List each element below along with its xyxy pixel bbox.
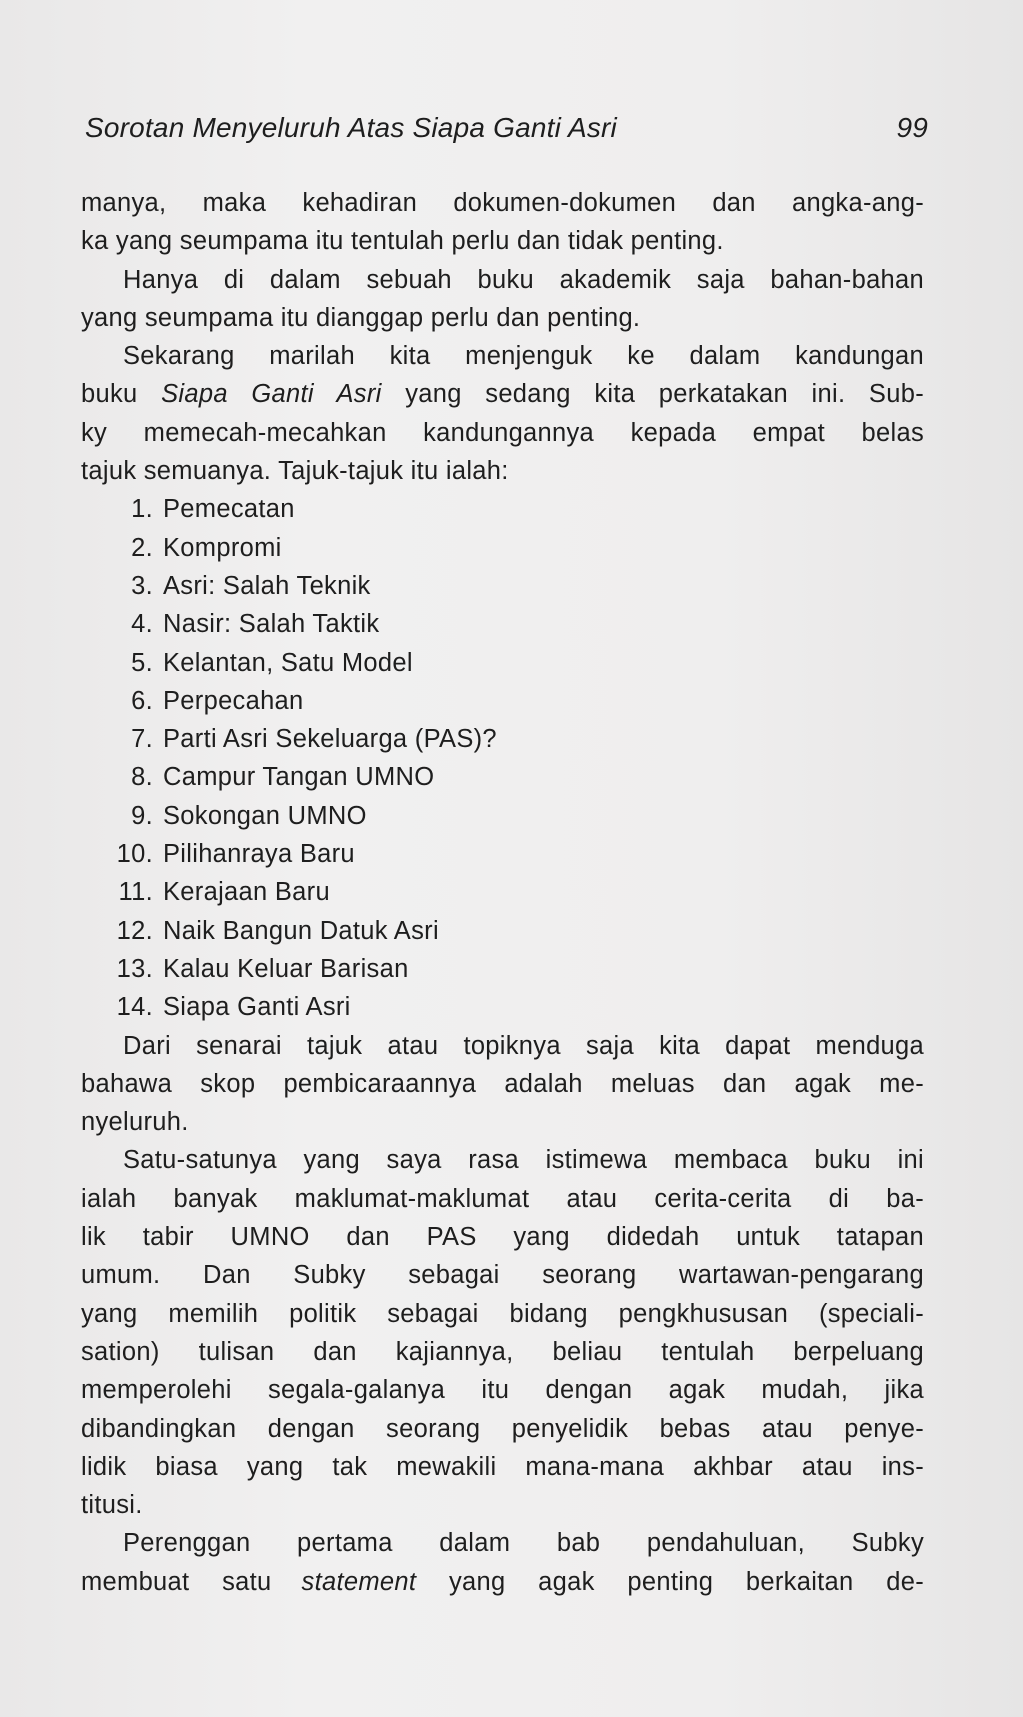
text-fragment: membuat satu [81, 1567, 272, 1596]
list-text: Kalau Keluar Barisan [163, 954, 409, 983]
list-number: 8. [131, 763, 153, 792]
list-number: 2. [131, 533, 153, 562]
text-line [81, 375, 924, 413]
paragraph-start: Sekarang marilah kita menjenguk ke dalam kandungan [123, 342, 924, 371]
text-line: ka yang seumpama itu tentulah perlu dan tidak penting. [81, 227, 724, 256]
text-line [81, 1563, 924, 1601]
text-line: memperolehi segala-galanya itu dengan agak mudah, jika [81, 1376, 924, 1405]
list-item [81, 873, 924, 911]
list-item [81, 758, 924, 796]
text-line: umum. Dan Subky sebagai seorang wartawan-pengarang [81, 1261, 924, 1290]
text-line: yang seumpama itu dianggap perlu dan penting. [81, 303, 641, 332]
paragraph-start: Dari senarai tajuk atau topiknya saja kita dapat menduga [123, 1031, 924, 1060]
paragraph-start: Hanya di dalam sebuah buku akademik saja bahan-bahan [123, 265, 924, 294]
list-item [81, 644, 924, 682]
text-fragment: buku [81, 380, 162, 409]
list-number: 1. [131, 495, 153, 524]
list-number: 9. [131, 801, 153, 830]
list-number: 14. [116, 993, 153, 1022]
book-title: Siapa Ganti Asri [161, 380, 382, 409]
text-line: bahawa skop pembicaraannya adalah meluas dan agak me- [81, 1069, 924, 1098]
list-item [81, 988, 924, 1026]
text-line: dibandingkan dengan seorang penyelidik bebas atau penye- [81, 1414, 924, 1443]
text-line: yang memilih politik sebagai bidang pengkhususan (speciali- [81, 1299, 924, 1328]
body-text [81, 184, 924, 1601]
chapter-title: Sorotan Menyeluruh Atas Siapa Ganti Asri [85, 112, 617, 143]
text-line: tajuk semuanya. Tajuk-tajuk itu ialah: [81, 457, 509, 486]
list-text: Parti Asri Sekeluarga (PAS)? [163, 725, 497, 754]
list-number: 12. [116, 916, 153, 945]
topic-list [81, 490, 924, 1026]
page-number: 99 [896, 112, 928, 143]
list-number: 11. [118, 878, 153, 907]
list-item [81, 720, 924, 758]
list-item [81, 490, 924, 528]
list-item [81, 835, 924, 873]
paragraph-start: Satu-satunya yang saya rasa istimewa membaca buku ini [123, 1146, 924, 1175]
list-number: 6. [131, 686, 153, 715]
text-line: sation) tulisan dan kajiannya, beliau tentulah berpeluang [81, 1337, 924, 1366]
list-item [81, 567, 924, 605]
list-text: Pilihanraya Baru [163, 840, 355, 869]
list-text: Kompromi [163, 533, 282, 562]
text-line: lik tabir UMNO dan PAS yang didedah untuk tatapan [81, 1223, 924, 1252]
text-line: lidik biasa yang tak mewakili mana-mana akhbar atau ins- [81, 1452, 924, 1481]
list-text: Perpecahan [163, 686, 304, 715]
paragraph-start: Perenggan pertama dalam bab pendahuluan, Subky [123, 1529, 924, 1558]
text-fragment: yang agak penting berkaitan de- [416, 1567, 924, 1596]
text-line: manya, maka kehadiran dokumen-dokumen dan angka-ang- [81, 189, 924, 217]
list-number: 3. [131, 571, 153, 600]
list-number: 10. [116, 840, 153, 869]
list-item [81, 797, 924, 835]
running-header [85, 112, 928, 152]
list-text: Pemecatan [163, 495, 295, 524]
list-number: 4. [131, 610, 153, 639]
text-line: ialah banyak maklumat-maklumat atau cerita-cerita di ba- [81, 1184, 924, 1213]
text-line: titusi. [81, 1491, 143, 1520]
list-text: Asri: Salah Teknik [163, 571, 371, 600]
list-item [81, 912, 924, 950]
list-text: Campur Tangan UMNO [163, 763, 435, 792]
list-number: 7. [131, 725, 153, 754]
list-text: Siapa Ganti Asri [163, 993, 351, 1022]
list-item [81, 605, 924, 643]
text-line: ky memecah-mecahkan kandungannya kepada empat belas [81, 418, 924, 447]
emphasized-word: statement [301, 1567, 417, 1596]
list-item [81, 529, 924, 567]
list-text: Nasir: Salah Taktik [163, 610, 380, 639]
list-text: Kerajaan Baru [163, 878, 330, 907]
list-item [81, 950, 924, 988]
list-item [81, 682, 924, 720]
list-text: Sokongan UMNO [163, 801, 367, 830]
text-fragment: yang sedang kita perkatakan ini. Sub- [381, 380, 924, 409]
list-number: 13. [116, 954, 153, 983]
list-text: Naik Bangun Datuk Asri [163, 916, 439, 945]
list-number: 5. [131, 648, 153, 677]
list-text: Kelantan, Satu Model [163, 648, 413, 677]
text-line: nyeluruh. [81, 1108, 189, 1137]
